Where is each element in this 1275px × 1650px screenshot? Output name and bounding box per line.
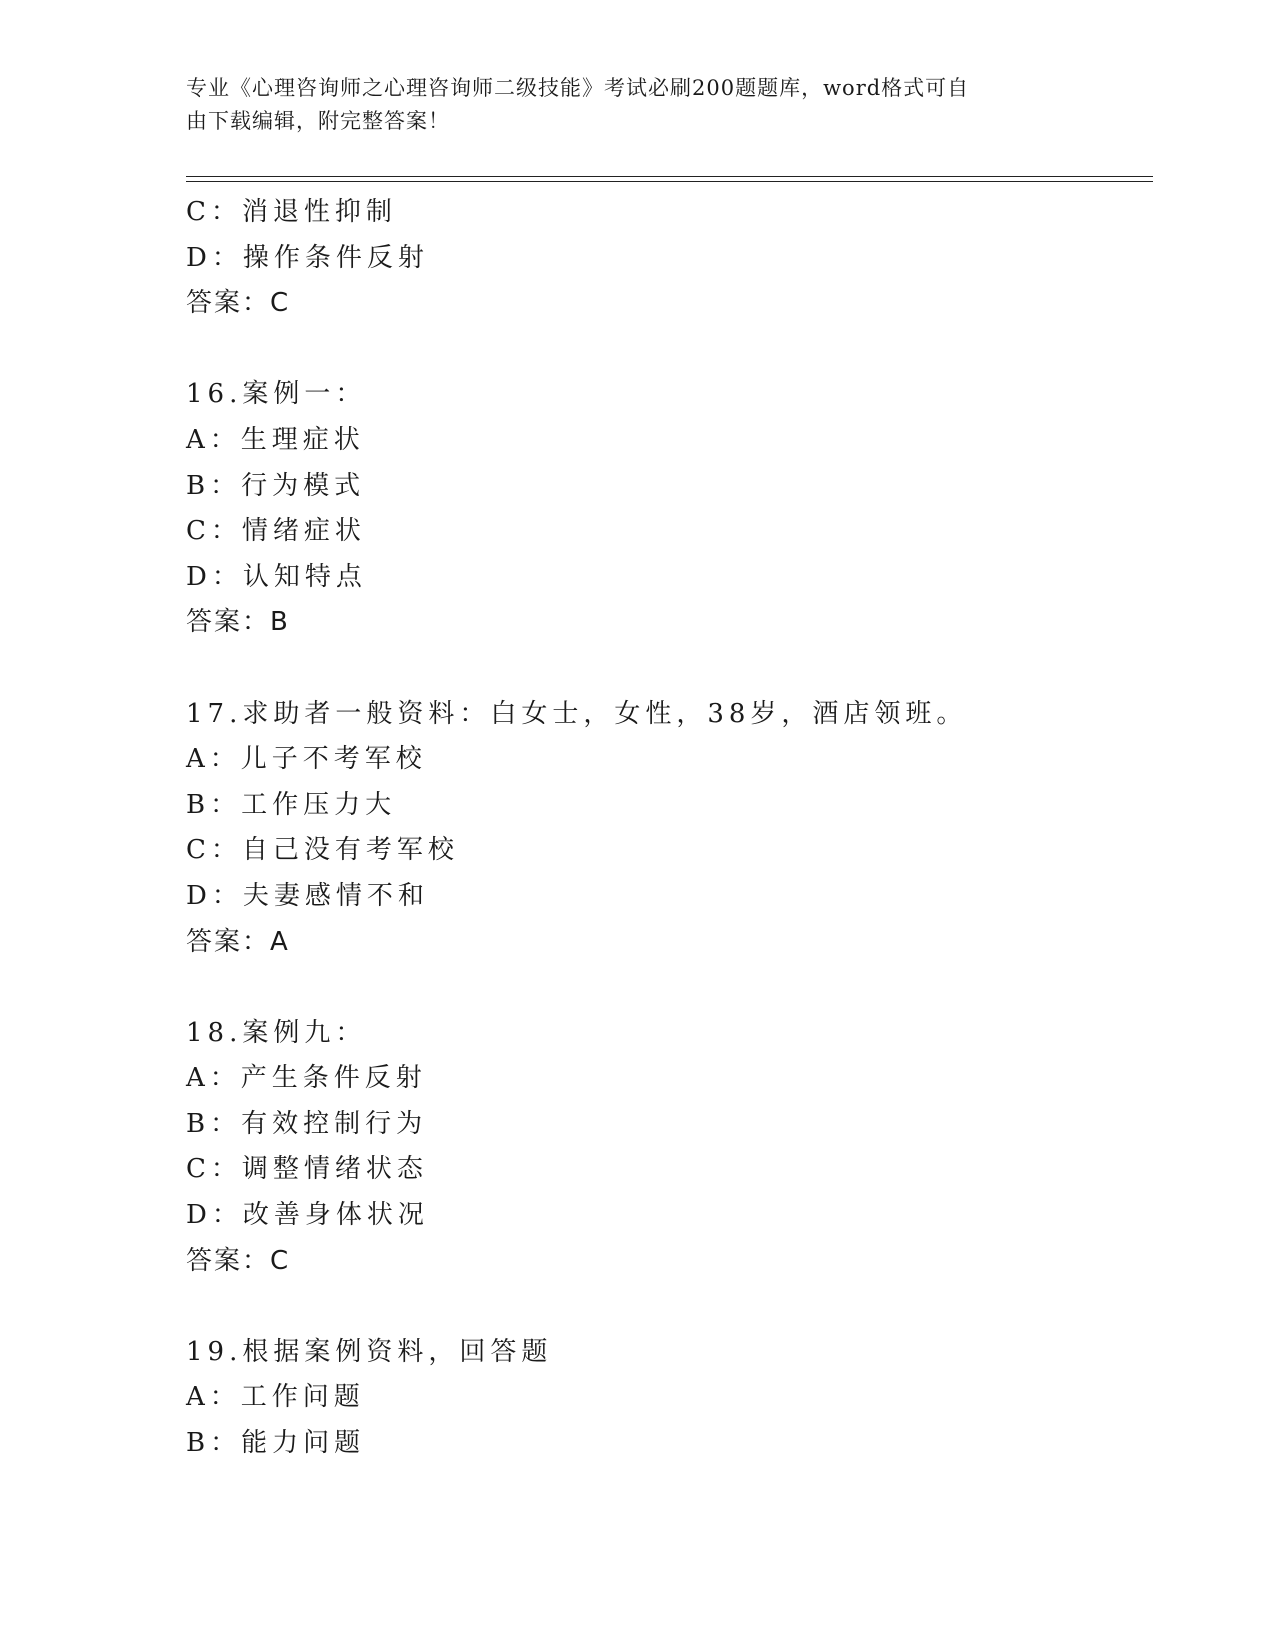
- header-divider-bottom: [186, 181, 1153, 182]
- question-block: [186, 1011, 1153, 1285]
- option-b: B：能力问题: [186, 1428, 366, 1459]
- option-b: B：行为模式: [186, 470, 366, 501]
- answer-line: 答案：B: [186, 607, 290, 638]
- question-block: [186, 190, 1153, 327]
- question-stem: 16.案例一：: [186, 379, 367, 410]
- option-b: B：有效控制行为: [186, 1108, 428, 1139]
- question-stem: 17.求助者一般资料：白女士，女性，38岁，酒店领班。: [186, 698, 968, 729]
- option-d: D：夫妻感情不和: [186, 880, 429, 911]
- question-list: [186, 190, 1153, 1467]
- option-c: C：情绪症状: [186, 516, 366, 547]
- option-c: C：消退性抑制: [186, 197, 397, 227]
- question-block: [186, 1330, 1153, 1467]
- header-line-1: 专业《心理咨询师之心理咨询师二级技能》考试必刷200题题库，word格式可自: [186, 76, 970, 100]
- question-stem: 19.根据案例资料，回答题: [186, 1336, 553, 1367]
- question-stem: 18.案例九：: [186, 1017, 367, 1048]
- option-b: B：工作压力大: [186, 789, 397, 820]
- option-d: D：认知特点: [186, 561, 367, 592]
- answer-line: 答案：A: [186, 926, 290, 957]
- option-d: D：操作条件反射: [186, 242, 429, 273]
- document-header: [186, 72, 1066, 138]
- option-a: A：生理症状: [186, 424, 365, 455]
- answer-line: 答案：C: [186, 1245, 291, 1276]
- question-block: [186, 372, 1153, 646]
- header-line-2: 由下载编辑，附完整答案！: [186, 109, 450, 133]
- option-a: A：儿子不考军校: [186, 744, 427, 775]
- header-divider-top: [186, 176, 1153, 177]
- question-block: [186, 692, 1153, 966]
- answer-line: 答案：C: [186, 288, 291, 319]
- option-d: D：改善身体状况: [186, 1200, 429, 1231]
- option-a: A：产生条件反射: [186, 1063, 427, 1094]
- option-c: C：调整情绪状态: [186, 1154, 428, 1185]
- option-a: A：工作问题: [186, 1382, 365, 1413]
- option-c: C：自己没有考军校: [186, 835, 459, 866]
